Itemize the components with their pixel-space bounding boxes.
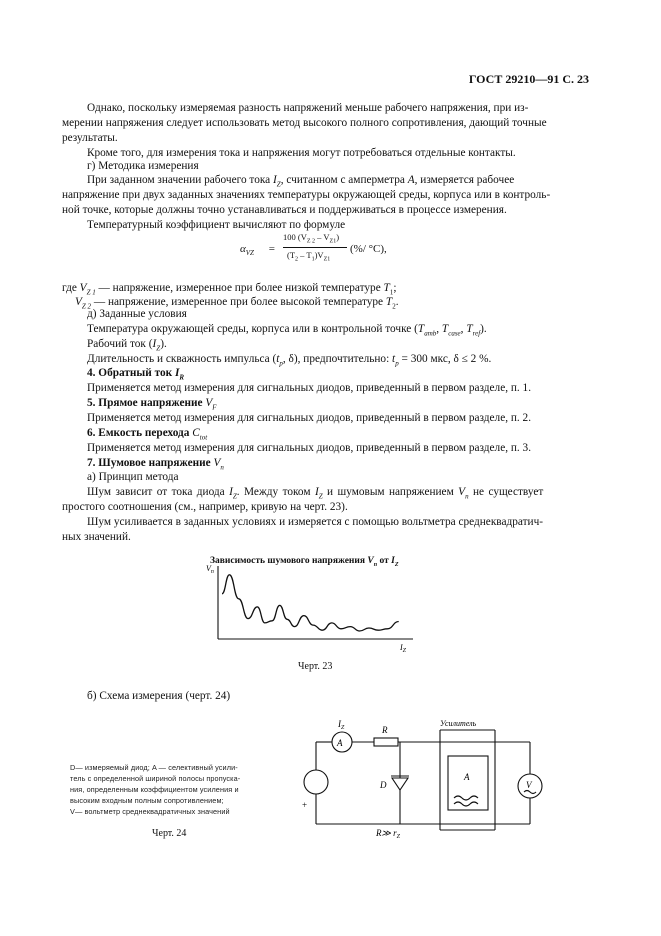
subsection-title: д) Заданные условия [87, 308, 187, 320]
formula-lhs: $\alpha_{VZ}$ = [240, 243, 275, 258]
amplifier-title: Усилитель [440, 719, 477, 728]
fraction-bar [283, 247, 347, 248]
plus-sign: + [302, 800, 308, 810]
filter-wave-icon [454, 796, 478, 806]
subsection-title: а) Принцип метода [87, 471, 179, 483]
paragraph-line: Рабочий ток $(I_Z)$. [87, 338, 167, 353]
section-title: 4. Обратный ток $I_R$ [87, 367, 185, 382]
paragraph-line: Однако, поскольку измеряемая разность напряжений меньше рабочего напряжения, при из- [87, 102, 529, 114]
paragraph-line: напряжение при двух заданных значениях температуры окружающей среды, корпуса или в контроль- [62, 189, 551, 201]
paragraph-line: ной точке, которые должны точно устанавливаться и поддерживаться в процессе измерения. [62, 204, 507, 216]
legend-line: высоким входным полным сопротивлением; [70, 796, 224, 805]
subsection-title: б) Схема измерения (черт. 24) [87, 690, 231, 702]
diode-symbol [392, 778, 408, 790]
r-label: R [382, 725, 388, 735]
paragraph-line: Шум зависит от тока диода $I_Z$. Между током $I_Z$ и шумовым напряжением $V_n$ не существует [87, 486, 544, 501]
formula-unit: (%/ °С), [350, 243, 387, 255]
subsection-title: г) Методика измерения [87, 160, 199, 172]
d-label: D [380, 780, 387, 790]
measurement-circuit [290, 712, 550, 840]
formula-denominator: $(T_2 - T_1)V_{Z1}$ [287, 250, 331, 263]
bottom-condition: R≫ $r_Z$ [376, 828, 401, 840]
ammeter-label: A [337, 738, 343, 748]
paragraph-line: результаты. [62, 132, 118, 144]
iz-label: $I_Z$ [338, 719, 345, 731]
chart-title: Зависимость шумового напряжения $V_n$ от $I_Z$ [210, 556, 399, 568]
where-line: где $V_{Z 1}$ — напряжение, измеренное при более низкой температуре $T_1$; [62, 282, 397, 297]
paragraph-line: Температура окружающей среды, корпуса или в контрольной точке ($T_{amb}$, $T_{case}$, $T_{ref}$). [87, 323, 487, 338]
paragraph-line: Применяется метод измерения для сигнальных диодов, приведенный в первом разделе, п. 2. [87, 412, 532, 424]
section-title: 5. Прямое напряжение $V_F$ [87, 397, 217, 412]
section-title: 6. Емкость перехода $C_{tot}$ [87, 427, 208, 442]
voltage-source-symbol [304, 770, 328, 794]
paragraph-line: Кроме того, для измерения тока и напряжения могут потребоваться отдельные контакты. [87, 147, 516, 159]
paragraph-line: Температурный коэффициент вычисляют по формуле [87, 219, 346, 231]
noise-chart [200, 560, 430, 660]
paragraph-line: Применяется метод измерения для сигнальных диодов, приведенный в первом разделе, п. 3. [87, 442, 532, 454]
paragraph-line: При заданном значении рабочего тока $I_Z$, считанном с амперметра A, измеряется рабочее [87, 174, 515, 189]
paragraph-line: Шум усиливается в заданных условиях и измеряется с помощью вольтметра среднеквадратич- [87, 516, 544, 528]
running-title: ГОСТ 29210—91 С. 23 [468, 72, 589, 86]
section-title: 7. Шумовое напряжение $V_n$ [87, 457, 224, 472]
noise-curve-series [222, 575, 399, 631]
voltmeter-label: V [526, 780, 532, 790]
amplifier-label: A [464, 772, 470, 782]
paragraph-line: ных значений. [62, 531, 131, 543]
x-axis-label: $I_Z$ [400, 643, 407, 654]
formula-numerator: 100 $(V_{Z 2} - V_{Z1})$ [283, 232, 340, 245]
legend-line: ния, определенным коэффициентом усиления и [70, 785, 239, 794]
legend-line: тель с определенной шириной полосы пропуска- [70, 774, 241, 783]
resistor-symbol [374, 738, 398, 746]
paragraph-line: мерении напряжения следует использовать метод высокого полного сопротивления, дающий точные [62, 117, 547, 129]
paragraph-line: Длительность и скважность импульса ($t_p$, δ), предпочтительно: $t_p = 300$ мкс, δ ≤ 2 %. [87, 353, 492, 368]
amplifier-inner [448, 756, 488, 810]
figure-label: Черт. 24 [152, 828, 187, 839]
paragraph-line: Применяется метод измерения для сигнальных диодов, приведенный в первом разделе, п. 1. [87, 382, 532, 394]
figure-label: Черт. 23 [298, 661, 333, 672]
legend-line: D— измеряемый диод; A — селективный усили- [70, 763, 238, 772]
legend-line: V— вольтметр среднеквадратичных значений [70, 807, 230, 816]
y-axis-label: $V_n$ [206, 564, 214, 575]
paragraph-line: простого соотношения (см., например, кривую на черт. 23). [62, 501, 348, 513]
where-line: $V_{Z 2}$ — напряжение, измеренное при более высокой температуре $T_2$. [75, 296, 399, 311]
